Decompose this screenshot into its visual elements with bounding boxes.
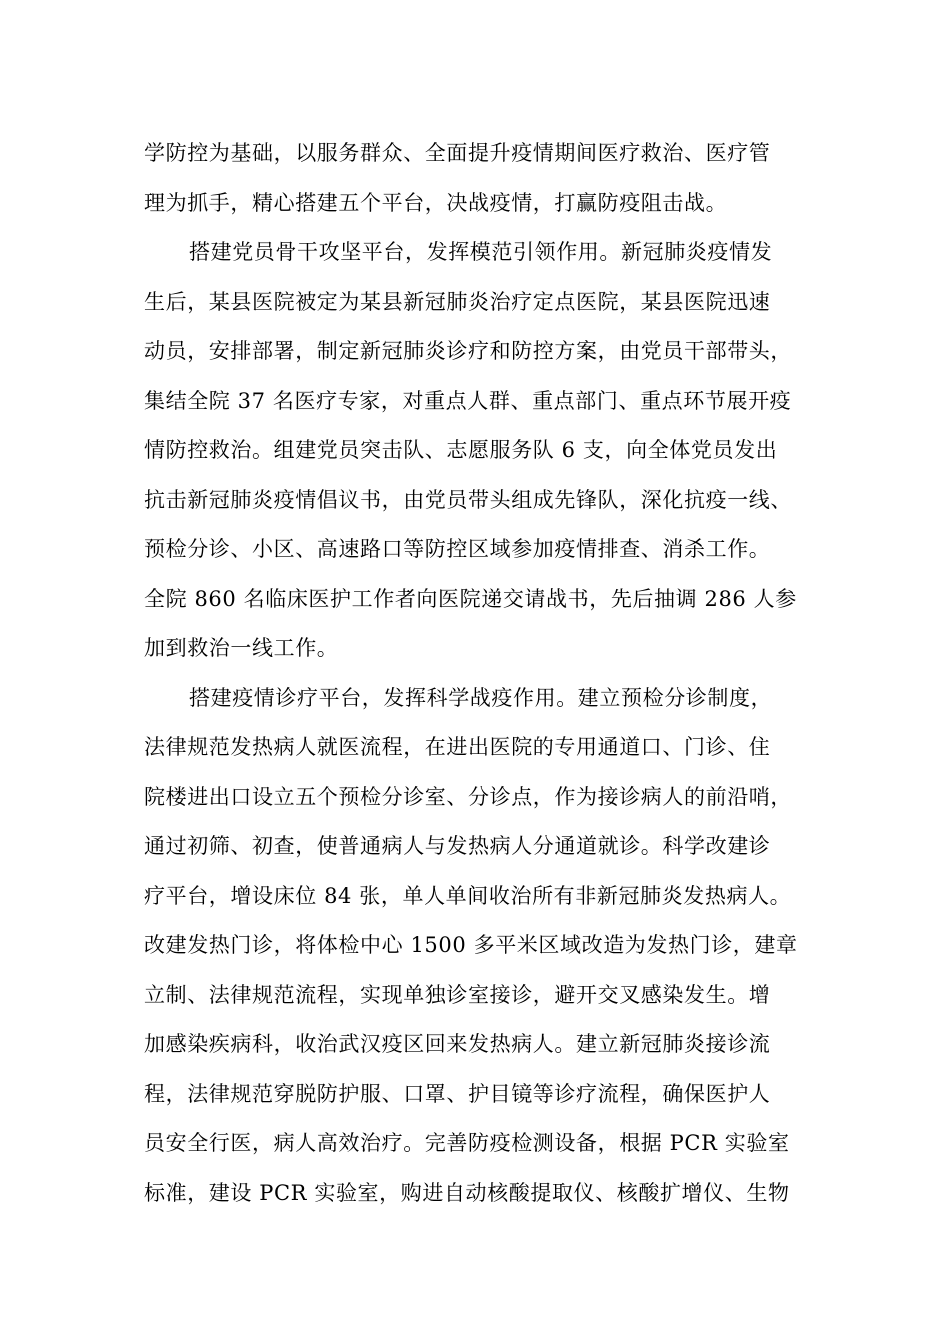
- text-line: 理为抓手，精心搭建五个平台，决战疫情，打赢防疫阻击战。: [144, 190, 728, 215]
- text-line: 程，法律规范穿脱防护服、口罩、护目镜等诊疗流程，确保医护人: [144, 1081, 771, 1106]
- text-line: 加到救治一线工作。: [144, 636, 339, 660]
- text-line: 生后，某县医院被定为某县新冠肺炎治疗定点医院，某县医院迅速: [144, 289, 771, 314]
- text-line: 改建发热门诊，将体检中心 1500 多平米区域改造为发热门诊，建章: [144, 933, 798, 957]
- paragraph-start-line: 搭建疫情诊疗平台，发挥科学战疫作用。建立预检分诊制度，: [189, 685, 773, 710]
- text-line: 动员，安排部署，制定新冠肺炎诊疗和防控方案，由党员干部带头，: [144, 339, 792, 363]
- paragraph-start-line: 搭建党员骨干攻坚平台，发挥模范引领作用。新冠肺炎疫情发: [189, 240, 773, 264]
- text-line: 抗击新冠肺炎疫情倡议书，由党员带头组成先锋队，深化抗疫一线、: [144, 487, 792, 512]
- text-line: 员安全行医，病人高效治疗。完善防疫检测设备，根据 PCR 实验室: [144, 1131, 790, 1155]
- text-line: 加感染疾病科，收治武汉疫区回来发热病人。建立新冠肺炎接诊流: [144, 1032, 771, 1056]
- text-line: 疗平台，增设床位 84 张，单人单间收治所有非新冠肺炎发热病人。: [144, 883, 792, 908]
- text-line: 预检分诊、小区、高速路口等防控区域参加疫情排查、消杀工作。: [144, 537, 771, 561]
- text-line: 学防控为基础，以服务群众、全面提升疫情期间医疗救治、医疗管: [144, 141, 771, 165]
- text-line: 集结全院 37 名医疗专家，对重点人群、重点部门、重点环节展开疫: [144, 388, 792, 413]
- text-line: 标准，建设 PCR 实验室，购进自动核酸提取仪、核酸扩增仪、生物: [144, 1180, 790, 1205]
- text-line: 全院 860 名临床医护工作者向医院递交请战书，先后抽调 286 人参: [144, 586, 797, 611]
- text-line: 通过初筛、初查，使普通病人与发热病人分通道就诊。科学改建诊: [144, 834, 771, 858]
- text-line: 情防控救治。组建党员突击队、志愿服务队 6 支，向全体党员发出: [144, 438, 778, 462]
- text-line: 院楼进出口设立五个预检分诊室、分诊点，作为接诊病人的前沿哨，: [144, 784, 792, 809]
- text-line: 法律规范发热病人就医流程，在进出医院的专用通道口、门诊、住: [144, 735, 771, 759]
- text-line: 立制、法律规范流程，实现单独诊室接诊，避开交叉感染发生。增: [144, 982, 771, 1007]
